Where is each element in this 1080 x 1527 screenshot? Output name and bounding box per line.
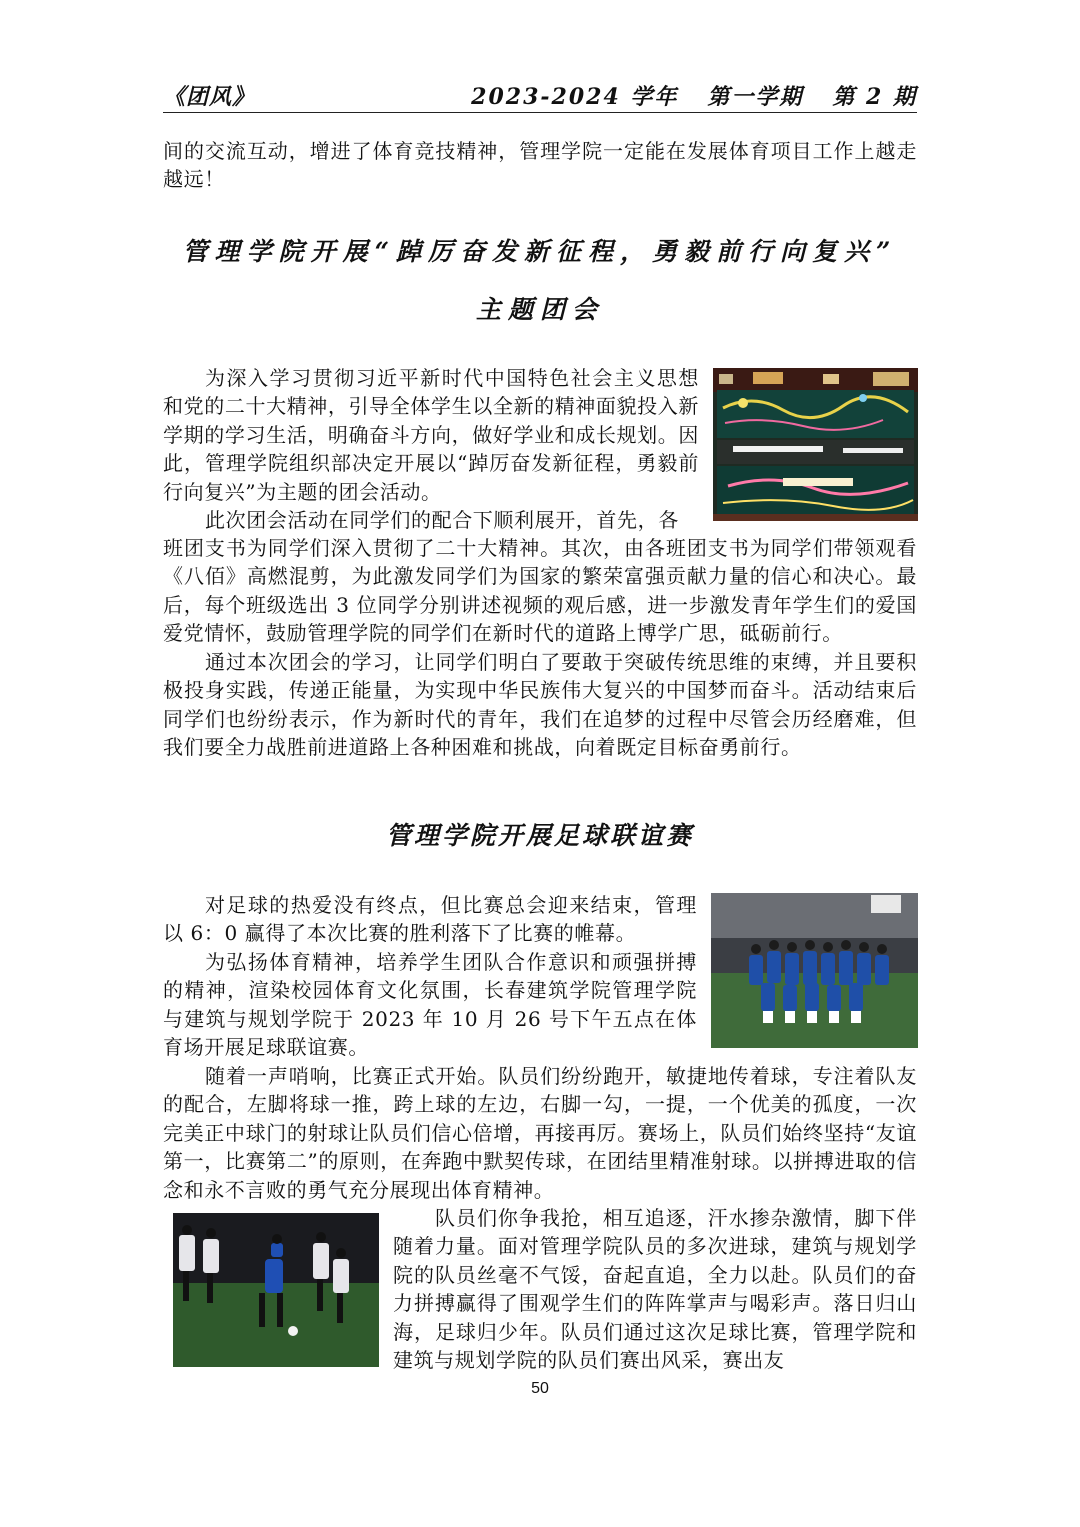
article1-paragraph-3: 通过本次团会的学习，让同学们明白了要敢于突破传统思维的束缚，并且要积极投身实践，传递正能量，为实现中华民族伟大复兴的中国梦而奋斗。活动结束后同学们也纷纷表示，作为新时代的青年，我们在追梦的过程中尽管会历经磨难，但我们要全力战胜前进道路上各种困难和挑战，向着既定目标奋勇前行。 [163, 650, 917, 760]
article1-paragraph-2-rest: 班团支书为同学们深入贯彻了二十大精神。其次，由各班团支书为同学们带领观看《八佰》高燃混剪，为此激发同学们为国家的繁荣富强贡献力量的信心和决心。最后，每个班级选出 3 位同学分别讲述视频的观后感，进一步激发青年学生们的爱国爱党情怀，鼓励管理学院的同学们在新时代的道路上博学广思，砥砺前行。 [163, 536, 917, 646]
intro-paragraph: 间的交流互动，增进了体育竞技精神，管理学院一定能在发展体育项目工作上越走越远！ [163, 139, 917, 192]
journal-name: 《团风》 [163, 84, 256, 110]
article1-paragraph-2-first: 此次团会活动在同学们的配合下顺利展开，首先，各 [205, 508, 679, 532]
article2-paragraph-2: 为弘扬体育精神，培养学生团队合作意识和顽强拼搏的精神，渲染校园体育文化氛围，长春建筑学院管理学院与建筑与规划学院于 2023 年 10 月 26 号下午五点在体育场开展足球联谊赛。 [163, 950, 697, 1060]
article2-paragraph-1: 对足球的热爱没有终点，但比赛总会迎来结束，管理以 6：0 赢得了本次比赛的胜利落下了比赛的帷幕。 [163, 893, 697, 946]
article2-paragraph-4: 队员们你争我抢，相互追逐，汗水掺杂激情，脚下伴随着力量。面对管理学院队员的多次进球，建筑与规划学院的队员丝毫不气馁，奋起直追，全力以赴。队员们的奋力拼搏赢得了围观学生们的阵阵掌声与喝彩声。落日归山海，足球归少年。队员们通过这次足球比赛，管理学院和建筑与规划学院的队员们赛出风采，赛出友 [393, 1206, 917, 1373]
article1-paragraph-1: 为深入学习贯彻习近平新时代中国特色社会主义思想和党的二十大精神，引导全体学生以全新的精神面貌投入新学期的学习生活，明确奋斗方向，做好学业和成长规划。因此，管理学院组织部决定开展以“踔厉奋发新征程，勇毅前行向复兴”为主题的团会活动。 [163, 366, 699, 504]
issue-info: 2023-2024 学年 第一学期 第 2 期 [471, 84, 917, 110]
team-photo [711, 893, 918, 1048]
article2-paragraph-3: 随着一声哨响，比赛正式开始。队员们纷纷跑开，敏捷地传着球，专注着队友的配合，左脚将球一推，跨上球的左边，右脚一勾，一提，一个优美的孤度，一次完美正中球门的射球让队员们信心倍增，再接再厉。赛场上，队员们始终坚持“友谊第一，比赛第二”的原则，在奔跑中默契传球，在团结里精准射球。以拼搏进取的信念和永不言败的勇气充分展现出体育精神。 [163, 1064, 917, 1202]
article2-title: 管理学院开展足球联谊赛 [385, 821, 694, 850]
article1-title-line1: 管理学院开展“踔厉奋发新征程，勇毅前行向复兴” [182, 237, 898, 266]
article1-title-line2: 主题团会 [475, 295, 604, 324]
running-header [163, 78, 917, 113]
blackboard-photo [713, 368, 918, 521]
page-number: 50 [531, 1380, 549, 1397]
match-photo [173, 1213, 379, 1367]
